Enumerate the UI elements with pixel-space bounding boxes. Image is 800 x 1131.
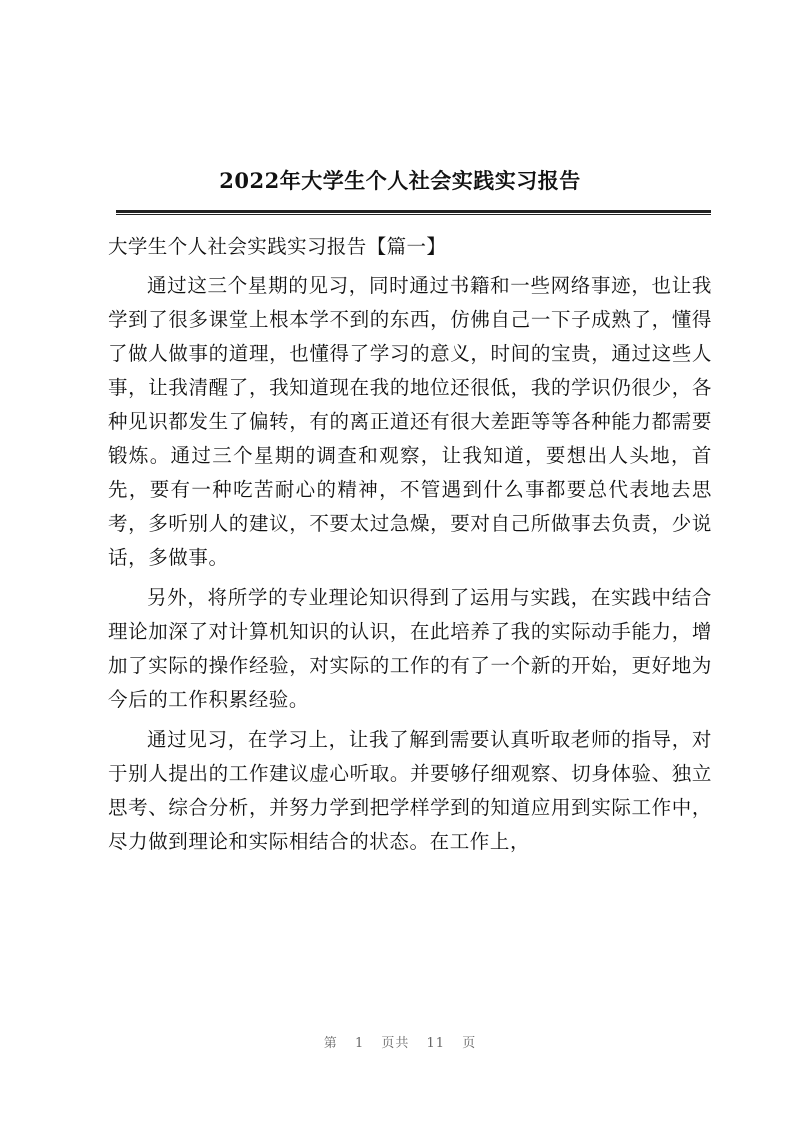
footer-middle: 页共 [381,1036,410,1051]
document-body [108,230,712,865]
footer-prefix: 第 [323,1036,338,1051]
footer-suffix: 页 [462,1036,477,1051]
page-footer [0,1032,800,1051]
footer-total-pages: 11 [426,1036,446,1051]
document-title: 2022年大学生个人社会实践实习报告 [219,168,581,193]
title-divider [116,210,711,213]
footer-page-number: 1 [354,1036,365,1051]
section-heading: 大学生个人社会实践实习报告【篇一】 [108,235,447,258]
paragraph-1: 通过这三个星期的见习，同时通过书籍和一些网络事迹，也让我学到了很多课堂上根本学不到的东西，仿佛自己一下子成熟了，懂得了做人做事的道理，也懂得了学习的意义，时间的宝贵，通过这些人事，让我清醒了，我知道现在我的地位还很低，我的学识仍很少，各种见识都发生了偏转，有的离正道还有很大差距等等各种能力都需要锻炼。通过三个星期的调查和观察，让我知道，要想出人头地，首先，要有一种吃苦耐心的精神，不管遇到什么事都要总代表地去思考，多听别人的建议，不要太过急燥，要对自己所做事去负责，少说话，多做事。 [108,274,712,569]
paragraph-2: 另外，将所学的专业理论知识得到了运用与实践，在实践中结合理论加深了对计算机知识的认识，在此培养了我的实际动手能力，增加了实际的操作经验，对实际的工作的有了一个新的开始，更好地为今后的工作积累经验。 [108,586,712,711]
paragraph-3: 通过见习，在学习上，让我了解到需要认真听取老师的指导，对于别人提出的工作建议虚心听取。并要够仔细观察、切身体验、独立思考、综合分析，并努力学到把学样学到的知道应用到实际工作中，尽力做到理论和实际相结合的状态。在工作上， [108,728,712,853]
